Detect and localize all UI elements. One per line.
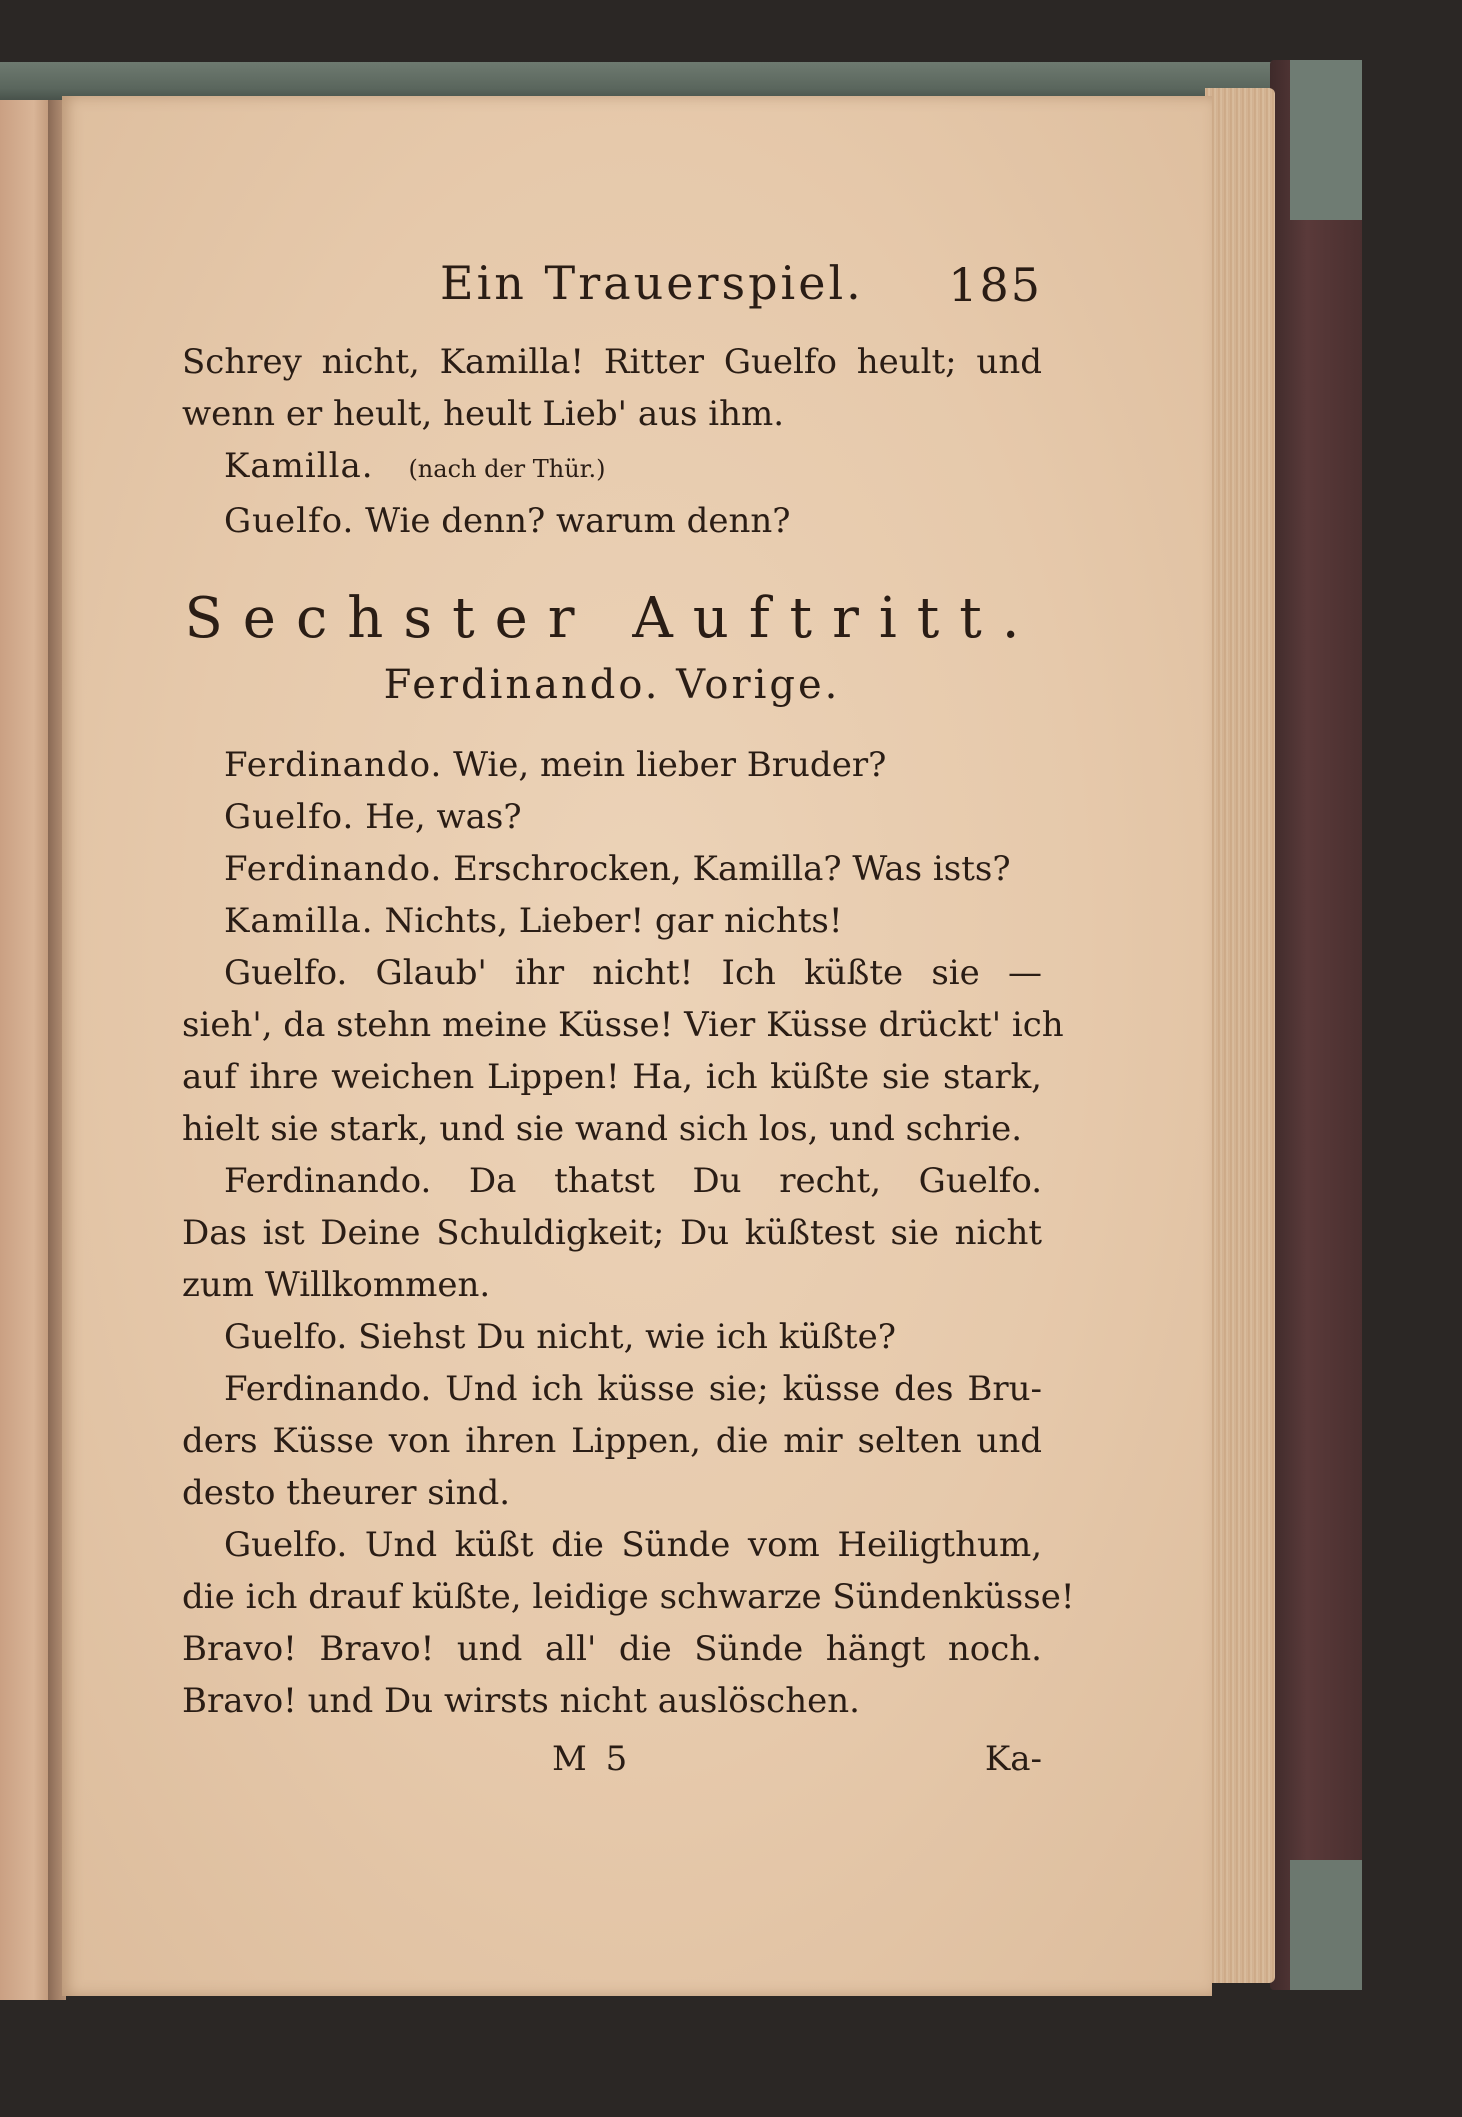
text-line: Bravo! Bravo! und all' die Sünde hängt noch. (182, 1629, 1042, 1669)
text-line: sieh', da stehn meine Küsse! Vier Küsse drückt' ich (182, 1005, 1064, 1045)
page-header (182, 256, 1042, 336)
book-page (62, 96, 1212, 1996)
dialogue-line: Guelfo. Und küßt die Sünde vom Heiligthum, (224, 1525, 1042, 1565)
stage-direction: (nach der Thür.) (408, 455, 606, 483)
dialogue-line (182, 895, 1042, 947)
dialogue-line (182, 843, 1042, 895)
running-head: Ein Trauerspiel. (440, 256, 864, 310)
text-line: hielt sie stark, und sie wand sich los, und schrie. (182, 1109, 1023, 1149)
text-line: Bravo! und Du wirsts nicht auslöschen. (182, 1681, 860, 1721)
cover-corner-bottom (1290, 1860, 1362, 1990)
speaker-name: Kamilla. (224, 446, 374, 486)
text-line: Schrey nicht, Kamilla! Ritter Guelfo heult; und (182, 342, 1042, 382)
dialogue-line (182, 791, 1042, 843)
text-line: die ich drauf küßte, leidige schwarze Sündenküsse! (182, 1577, 1075, 1617)
page-number: 185 (948, 258, 1042, 312)
cover-board (1270, 60, 1362, 1990)
signature-mark: M 5 (552, 1739, 632, 1779)
scene-cast: Ferdinando. Vorige. (383, 662, 841, 708)
speaker-name: Kamilla. (224, 901, 374, 941)
scene-title: Sechster Auftritt. (184, 586, 1040, 651)
dialogue-line: Guelfo. Siehst Du nicht, wie ich küßte? (224, 1317, 896, 1357)
text-block (182, 256, 1075, 1795)
dialogue-text: Wie denn? warum denn? (365, 501, 791, 541)
speaker-name: Ferdinando. (224, 849, 443, 889)
page-edges (1205, 88, 1275, 1983)
dialogue-line (182, 739, 1042, 791)
dialogue-text: Wie, mein lieber Bruder? (453, 745, 887, 785)
cover-corner-top (1290, 60, 1362, 220)
dialogue-line (182, 495, 1042, 547)
dialogue-line: Guelfo. Glaub' ihr nicht! Ich küßte sie — (224, 953, 1042, 993)
text-line: Das ist Deine Schuldigkeit; Du küßtest sie nicht (182, 1213, 1042, 1253)
dialogue-text: Nichts, Lieber! gar nichts! (384, 901, 843, 941)
page-footer (182, 1739, 1042, 1795)
dialogue-line: Ferdinando. Da thatst Du recht, Guelfo. (224, 1161, 1042, 1201)
text-line: ders Küsse von ihren Lippen, die mir selten und (182, 1421, 1042, 1461)
speaker-name: Ferdinando. (224, 745, 443, 785)
text-line: wenn er heult, heult Lieb' aus ihm. (182, 394, 785, 434)
speaker-name: Guelfo. (224, 501, 355, 541)
catchword: Ka- (984, 1739, 1042, 1779)
dialogue-line: Ferdinando. Und ich küsse sie; küsse des Bru- (224, 1369, 1042, 1409)
dialogue-text: Erschrocken, Kamilla? Was ists? (453, 849, 1011, 889)
text-line: desto theurer sind. (182, 1473, 511, 1513)
stage-line (182, 440, 1042, 495)
text-line: zum Willkommen. (182, 1265, 491, 1305)
text-line: auf ihre weichen Lippen! Ha, ich küßte sie stark, (182, 1057, 1042, 1097)
dialogue-text: He, was? (365, 797, 522, 837)
speaker-name: Guelfo. (224, 797, 355, 837)
